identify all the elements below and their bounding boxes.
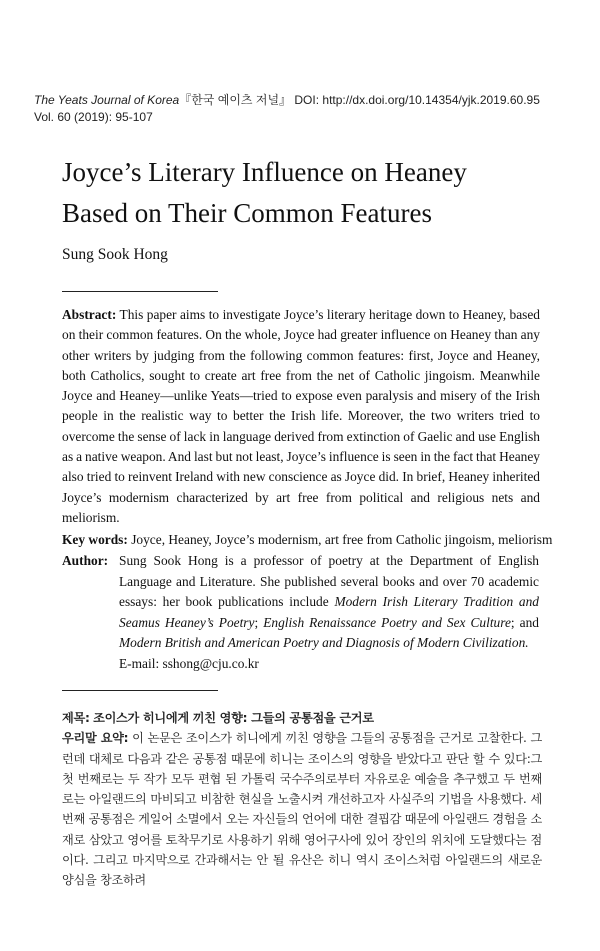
book-title-3: Modern British and American Poetry and Diagnosis of Modern Civilization. [119,635,529,650]
paper-title [62,152,542,234]
keywords-label: Key words: [62,532,128,547]
author-info-text: Sung Sook Hong is a professor of poetry at the Department of English Language and Literature. She published several books and over 70 academic essays: her book publications include [119,553,539,609]
journal-volume: Vol. 60 (2019): 95-107 [34,110,153,124]
journal-korean-name: 『한국 예이츠 저널』 [179,93,292,107]
abstract [62,305,540,528]
author-email: E-mail: sshong@cju.co.kr [119,655,259,671]
keywords-text: Joyce, Heaney, Joyce’s modernism, art free from Catholic jingoism, meliorism [131,532,553,547]
paper-title-line-1: Joyce’s Literary Influence on Heaney [62,157,467,187]
korean-summary-section [62,708,542,891]
korean-summary [62,728,542,890]
book-title-2: English Renaissance Poetry and Sex Culture [263,614,511,630]
abstract-text: This paper aims to investigate Joyce’s literary heritage down to Heaney, based on their common features. On the whole, Joyce had greater influence on Heaney than any other writers by judging from the following common features: first, Joyce and Heaney, both Catholics, sought to create art free from the net of Catholic jingoism. Meanwhile Joyce and Heaney—unlike Yeats—tried to expose even paralysis and misery of the Irish people in the realistic way to better the Irish life. Moreover, the two writers tried to overcome the sense of lack in language derived from extinction of Gaelic and use English as a native weapon. And last but not least, Joyce’s influence is seen in the fact that Heaney also tried to reinvent Ireland with new conscience as Joyce did. In brief, Heaney inherited Joyce’s modernism characterized by art free from political and religious nets and meliorism. [62,307,540,525]
keywords [62,530,553,550]
korean-summary-label: 우리말 요약: [62,731,129,746]
book-title-1: Modern Irish Literary Tradition and Seamus Heaney’s Poetry [119,594,539,630]
author-divider [62,291,218,292]
author-info-label: Author: [62,553,109,568]
author-info-body [119,551,539,674]
korean-summary-text: 이 논문은 조이스가 히니에게 끼친 영향을 그들의 공통점을 근거로 고찰한다. 그런데 대체로 다음과 같은 공통점 때문에 히니는 조이스의 영향을 받았다고 판단 할 수 있다:그 첫 번째로는 두 작가 모두 편협 된 가톨릭 국수주의로부터 자유로운 예술을 추구했고 두 번째로는 아일랜드의 마비되고 비참한 현실을 노출시켜 개선하고자 사실주의 기법을 사용했다. 세 번째 공통점은 게일어 소멸에서 오는 자신들의 언어에 대한 결핍감 때문에 아일랜드 경험을 소재로 삼았고 영어를 토착무기로 사용하기 위해 영어구사에 있어 장인의 위치에 도달했다는 점이다. 그리고 마지막으로 간과해서는 안 될 유산은 히니 역시 조이스처럼 아일랜드의 새로운 양심을 창조하려 [62,731,542,888]
korean-section-divider [62,690,218,691]
book-separator-2: ; and [510,614,539,630]
korean-title-text: 조이스가 히니에게 끼친 영향: 그들의 공통점을 근거로 [93,711,374,725]
paper-title-line-2: Based on Their Common Features [62,198,432,228]
journal-doi: DOI: http://dx.doi.org/10.14354/yjk.2019.60.95 [294,93,540,107]
abstract-label: Abstract: [62,307,117,322]
journal-header [34,92,574,126]
author-name: Sung Sook Hong [62,246,168,263]
korean-title-label: 제목: [62,711,90,725]
journal-citation-line [34,92,574,109]
book-separator-1: ; [254,614,259,630]
journal-name: The Yeats Journal of Korea [34,93,180,107]
korean-title [62,708,542,728]
